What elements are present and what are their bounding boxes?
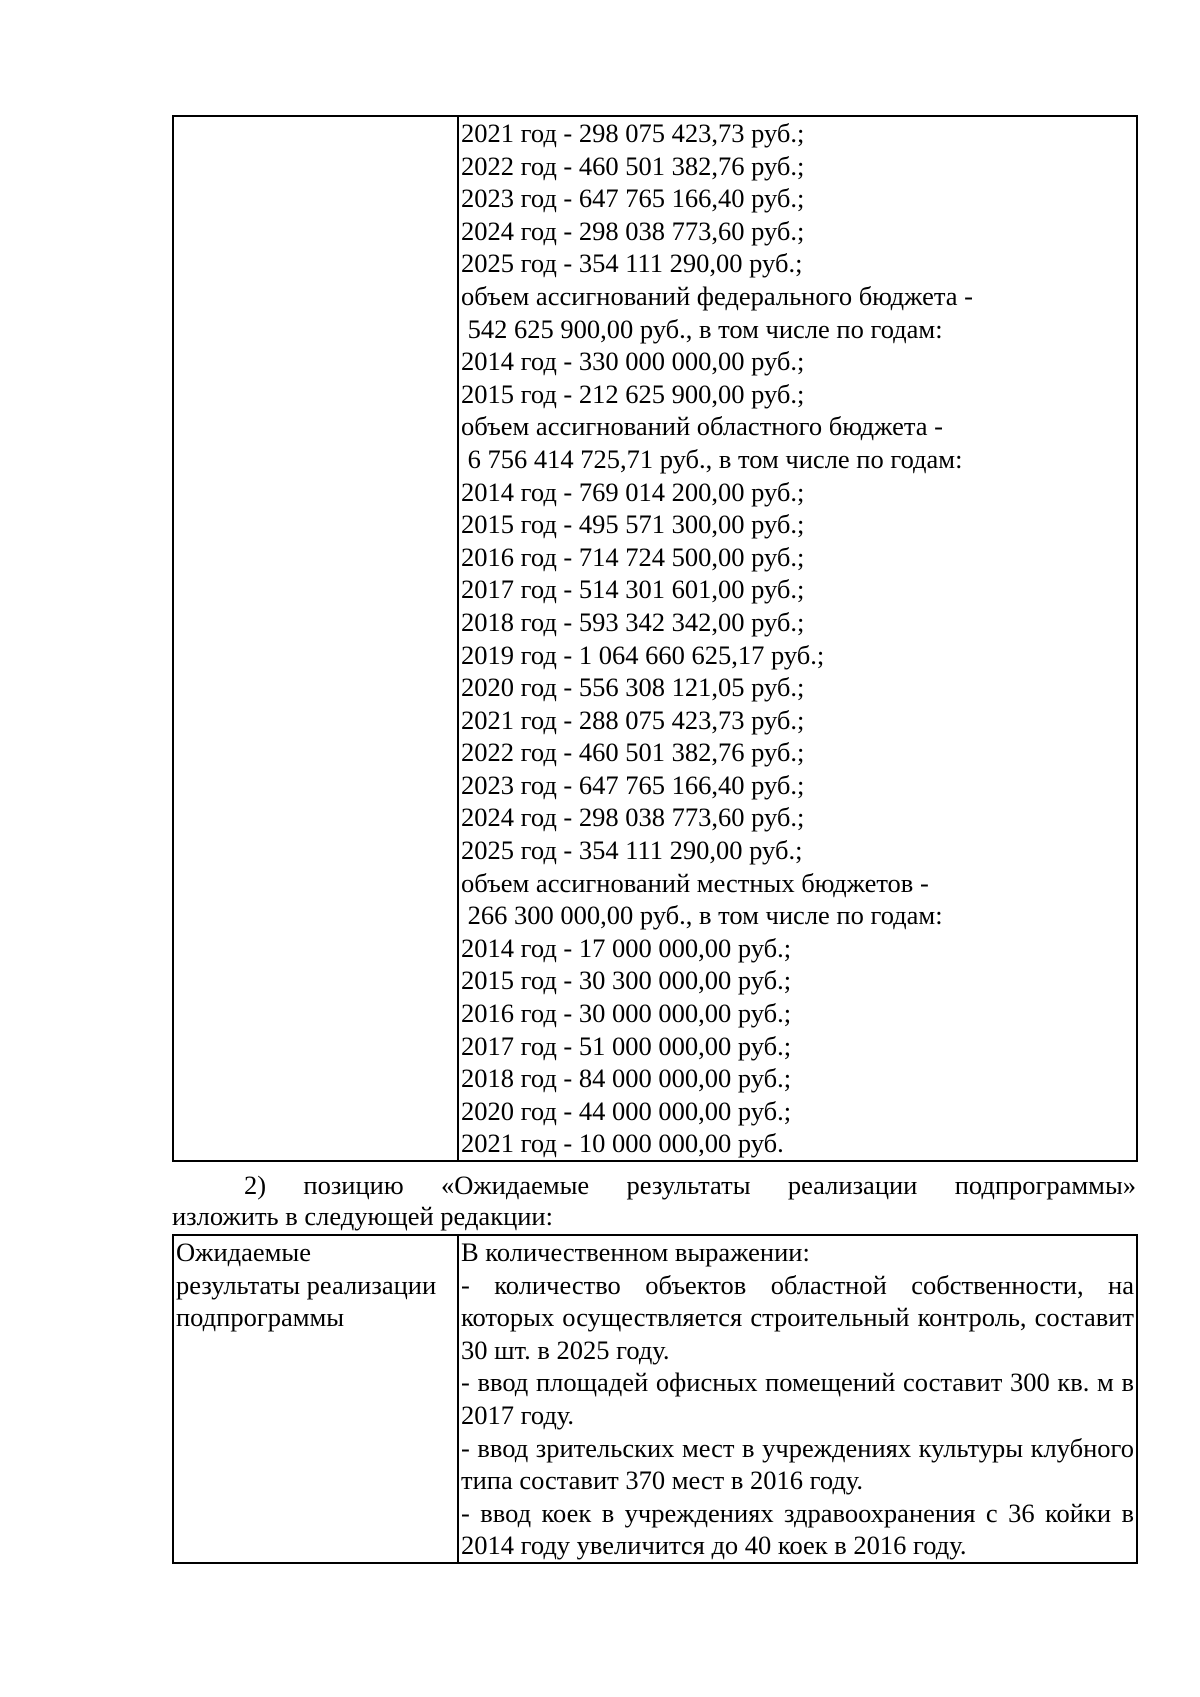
funding-line: 2025 год - 354 111 290,00 руб.; xyxy=(461,248,803,279)
funding-values-cell xyxy=(458,116,1137,1161)
funding-line: 2018 год - 84 000 000,00 руб.; xyxy=(461,1063,792,1094)
funding-line: 2019 год - 1 064 660 625,17 руб.; xyxy=(461,639,825,670)
amendment-paragraph-line2: изложить в следующей редакции: xyxy=(172,1201,553,1231)
funding-line: 2022 год - 460 501 382,76 руб.; xyxy=(461,150,805,181)
funding-line: 2014 год - 17 000 000,00 руб.; xyxy=(461,932,792,963)
funding-line: 2015 год - 30 300 000,00 руб.; xyxy=(461,965,792,996)
funding-line: 2021 год - 298 075 423,73 руб.; xyxy=(461,118,805,148)
results-text-cell xyxy=(458,1235,1137,1563)
funding-table xyxy=(172,115,1138,1162)
result-item: - ввод зрительских мест в учреждениях культуры клубного типа составит 370 мест в 2016 году. xyxy=(461,1432,1134,1496)
funding-line: 2015 год - 495 571 300,00 руб.; xyxy=(461,509,805,540)
amendment-paragraph xyxy=(172,1170,1136,1232)
results-heading: В количественном выражении: xyxy=(461,1237,810,1267)
funding-line: 2021 год - 288 075 423,73 руб.; xyxy=(461,704,805,735)
funding-line: 2017 год - 514 301 601,00 руб.; xyxy=(461,574,805,605)
results-table xyxy=(172,1234,1138,1564)
funding-line: объем ассигнований федерального бюджета - xyxy=(461,280,973,311)
result-item: - количество объектов областной собственности, на которых осуществляется строительный контроль, составит 30 шт. в 2025 году. xyxy=(461,1269,1134,1365)
funding-line: 2016 год - 714 724 500,00 руб.; xyxy=(461,541,805,572)
funding-line: объем ассигнований местных бюджетов - xyxy=(461,867,929,898)
funding-line: 542 625 900,00 руб., в том числе по годам: xyxy=(461,313,943,344)
result-item: - ввод площадей офисных помещений составит 300 кв. м в 2017 году. xyxy=(461,1367,1134,1430)
funding-line: 2020 год - 44 000 000,00 руб.; xyxy=(461,1095,792,1126)
funding-line: 2024 год - 298 038 773,60 руб.; xyxy=(461,215,805,246)
funding-line: 2020 год - 556 308 121,05 руб.; xyxy=(461,672,805,703)
funding-line: объем ассигнований областного бюджета - xyxy=(461,411,943,442)
funding-line: 2024 год - 298 038 773,60 руб.; xyxy=(461,802,805,833)
results-label-line: результаты реализации xyxy=(176,1269,437,1300)
amendment-paragraph-line1: 2) позицию «Ожидаемые результаты реализации подпрограммы» xyxy=(244,1170,1136,1200)
funding-line: 2014 год - 330 000 000,00 руб.; xyxy=(461,346,805,377)
funding-line: 6 756 414 725,71 руб., в том числе по годам: xyxy=(461,443,963,474)
funding-line: 2023 год - 647 765 166,40 руб.; xyxy=(461,769,805,800)
funding-line: 2015 год - 212 625 900,00 руб.; xyxy=(461,378,805,409)
funding-line: 2022 год - 460 501 382,76 руб.; xyxy=(461,737,805,768)
funding-line: 266 300 000,00 руб., в том числе по годам: xyxy=(461,900,943,931)
funding-line: 2017 год - 51 000 000,00 руб.; xyxy=(461,1030,792,1061)
funding-line: 2016 год - 30 000 000,00 руб.; xyxy=(461,998,792,1029)
funding-line: 2025 год - 354 111 290,00 руб.; xyxy=(461,835,803,866)
results-label-line: Ожидаемые xyxy=(176,1237,311,1267)
funding-label-cell xyxy=(173,116,458,1161)
funding-line: 2018 год - 593 342 342,00 руб.; xyxy=(461,606,805,637)
funding-line: 2021 год - 10 000 000,00 руб. xyxy=(461,1128,784,1159)
result-item: - ввод коек в учреждениях здравоохранения с 36 койки в 2014 году увеличится до 40 коек в 2016 году. xyxy=(461,1497,1134,1561)
funding-line: 2023 год - 647 765 166,40 руб.; xyxy=(461,183,805,214)
results-label-cell xyxy=(173,1235,458,1563)
funding-line: 2014 год - 769 014 200,00 руб.; xyxy=(461,476,805,507)
results-label-line: подпрограммы xyxy=(176,1302,345,1333)
